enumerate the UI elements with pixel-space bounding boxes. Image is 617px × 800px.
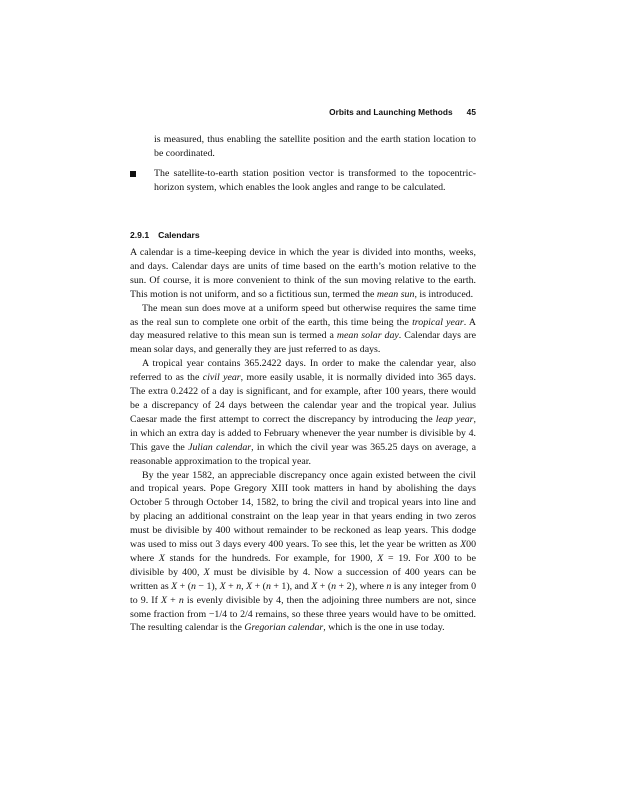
bullet-continuation: is measured, thus enabling the satellite position and the earth station location to be coordinated.	[154, 134, 476, 159]
bullet-list	[130, 133, 476, 195]
italic-term: X	[377, 552, 384, 564]
italic-term: n	[331, 580, 337, 592]
text-run: + (	[177, 580, 191, 592]
text-run: +	[167, 594, 179, 606]
bullet-item	[130, 167, 476, 195]
text-run: +	[225, 580, 237, 592]
text-run: By the year 1582, an appreciable discrepancy once again existed between the civil and tropical years. Pope Gregory XIII took matters in hand by abolishing the days October 5 through October 14, 1582, to bring the civil and tropical years into line and by placing an additional constraint on the leap year in that years ending in two zeros must be divisible by 400 without remainder to be reckoned as leap years. This dodge was used to miss out 3 days every 400 years. To see this, let the year be written as	[130, 469, 476, 551]
text-run: = 19. For	[383, 552, 434, 564]
paragraph	[130, 246, 476, 302]
text-run: must be divisible by 4. Now a succession of 400 years can be written as	[130, 566, 476, 592]
text-run: + (	[317, 580, 332, 592]
text-run: , is introduced.	[414, 288, 474, 300]
text-run: is evenly divisible by 4, then the adjoining three numbers are not, since some fraction from −1/4 to 2/4 remains, so these three years would have to be omitted. The resulting calendar is the	[130, 594, 476, 634]
italic-term: tropical year	[412, 316, 464, 328]
italic-term: X	[246, 580, 253, 592]
italic-term: X	[311, 580, 318, 592]
section-title: Calendars	[158, 230, 200, 240]
italic-term: mean solar day	[336, 330, 399, 342]
italic-term: X	[433, 552, 440, 564]
text-run: . Calendar days are mean solar days, and generally they are just referred to as days.	[130, 330, 476, 356]
italic-term: Julian calendar	[188, 441, 252, 453]
bullet-text: The satellite-to-earth station position vector is transformed to the topocentric-horizon system, which enables the look angles and range to be calculated.	[154, 167, 476, 193]
section-number: 2.9.1	[130, 230, 150, 240]
section-heading	[130, 230, 200, 240]
body-text	[130, 246, 476, 635]
italic-term: X	[171, 580, 178, 592]
italic-term: X	[158, 552, 165, 564]
italic-term: n	[191, 580, 196, 592]
running-title: Orbits and Launching Methods	[329, 107, 453, 117]
text-run: . A day measured relative to this mean sun is termed a	[130, 316, 476, 342]
italic-term: X	[219, 580, 226, 592]
text-run: + 2), where	[336, 580, 387, 592]
running-head	[130, 107, 476, 117]
text-run: , in which an extra day is added to February whenever the year number is divisible by 4. This gave the	[130, 413, 476, 453]
text-run: stands for the hundreds. For example, for 1900,	[164, 552, 378, 564]
italic-term: n	[178, 594, 184, 606]
text-run: The mean sun does move at a uniform speed but otherwise requires the same time as the real sun to complete one orbit of the earth, this time being the	[130, 302, 476, 328]
italic-term: X	[460, 539, 467, 551]
text-run: 00 to be divisible by 400,	[130, 552, 476, 578]
text-run: A calendar is a time-keeping device in which the year is divided into months, weeks, and days. Calendar days are units of time based on the earth’s motion relative to the sun. Of course, it is more convenient to think of the sun moving relative to the earth. This motion is not uniform, and so a fictitious sun, termed the	[130, 247, 476, 300]
italic-term: civil year	[202, 372, 241, 384]
italic-term: leap year	[435, 413, 474, 425]
text-run: , which is the one in use today.	[323, 622, 445, 634]
italic-term: n	[236, 580, 242, 592]
text-run: ,	[241, 580, 247, 592]
paragraph	[130, 469, 476, 636]
text-run: 00 where	[130, 539, 476, 564]
text-run: − 1),	[195, 580, 220, 592]
text-run: is any integer from 0 to 9. If	[130, 580, 477, 606]
square-bullet-icon	[130, 171, 136, 177]
italic-term: X	[161, 594, 168, 606]
italic-term: Gregorian calendar	[244, 622, 324, 634]
text-run: , more easily usable, it is normally divided into 365 days. The extra 0.2422 of a day is significant, and for example, after 100 years, there would be a discrepancy of 24 days between the calendar year and the tropical year. Julius Caesar made the first attempt to correct the discrepancy by introducing the	[130, 372, 476, 425]
text-run: A tropical year contains 365.2422 days. In order to make the calendar year, also referred to as the	[130, 358, 476, 384]
italic-term: n	[265, 580, 271, 592]
text-run: + 1), and	[270, 580, 312, 592]
italic-term: X	[203, 566, 210, 578]
page-number: 45	[466, 107, 476, 117]
italic-term: mean sun	[376, 288, 415, 300]
paragraph	[130, 302, 476, 358]
text-run: , in which the civil year was 365.25 days on average, a reasonable approximation to the tropical year.	[130, 441, 476, 467]
italic-term: n	[386, 580, 392, 592]
paragraph	[130, 357, 476, 468]
text-run: + (	[252, 580, 266, 592]
